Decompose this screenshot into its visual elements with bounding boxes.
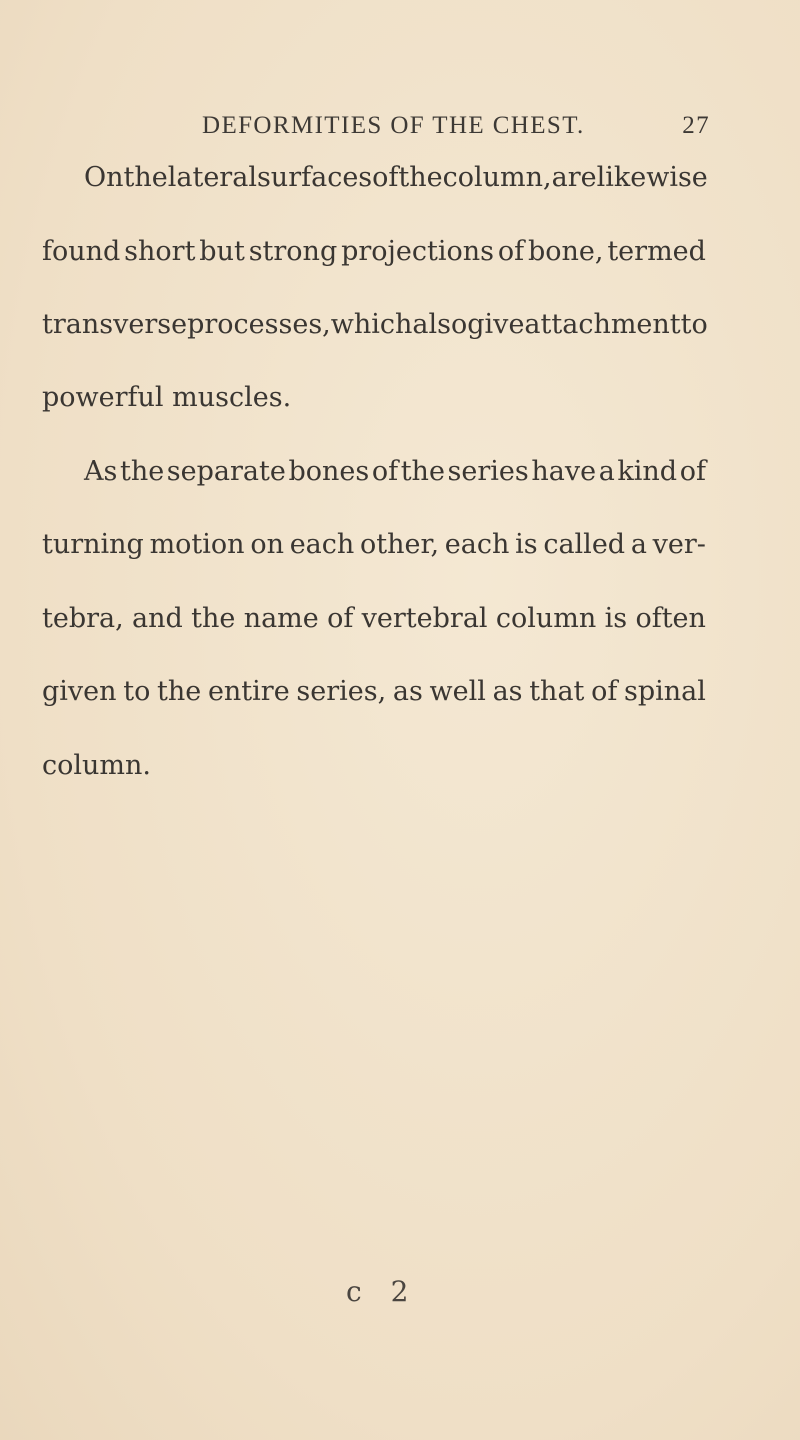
text-line: turning motion on each other, each is called a ver- xyxy=(42,529,706,560)
signature-mark: c 2 xyxy=(346,1275,419,1308)
text-line: On the lateral surfaces of the column, are likewise xyxy=(84,162,708,193)
text-line: transverse processes, which also give attachment to xyxy=(42,309,708,340)
text-line: column. xyxy=(42,750,151,781)
running-head xyxy=(202,112,710,146)
page-number: 27 xyxy=(682,112,710,139)
text-line: found short but strong projections of bone, termed xyxy=(42,236,706,267)
text-line: given to the entire series, as well as that of spinal xyxy=(42,676,706,707)
text-line: powerful muscles. xyxy=(42,382,292,413)
text-line: As the separate bones of the series have a kind of xyxy=(84,456,706,487)
text-line: tebra, and the name of vertebral column is often xyxy=(42,603,706,634)
running-head-title: DEFORMITIES OF THE CHEST. xyxy=(202,112,585,139)
